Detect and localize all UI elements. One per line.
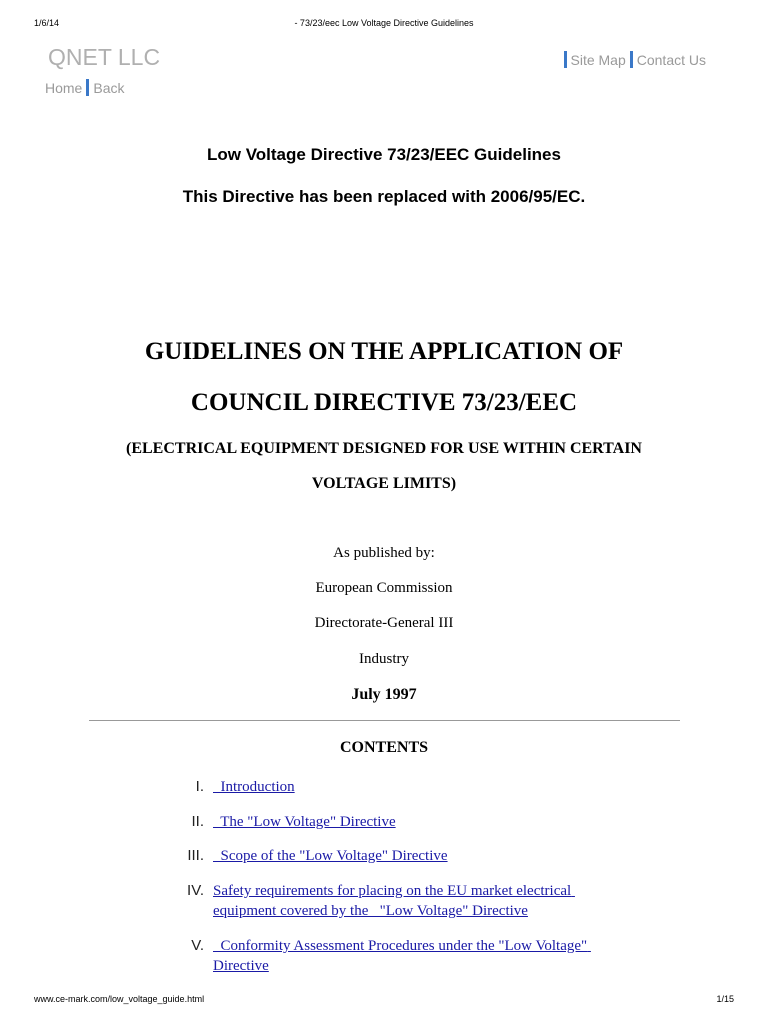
print-header <box>0 18 768 30</box>
print-url: www.ce-mark.com/low_voltage_guide.html <box>34 994 205 1004</box>
toc-link-conformity-assessment[interactable]: Conformity Assessment Procedures under the "Low Voltage" Directive <box>213 938 591 974</box>
contact-us-link[interactable]: Contact Us <box>636 52 706 68</box>
document-subtitle-line2: VOLTAGE LIMITS) <box>311 475 457 492</box>
back-link[interactable]: Back <box>93 80 125 96</box>
publisher-line1: European Commission <box>315 580 453 596</box>
published-by-label: As published by: <box>333 545 435 561</box>
publication-date: July 1997 <box>351 686 417 703</box>
sub-nav <box>45 79 124 96</box>
horizontal-divider <box>89 720 680 721</box>
publisher-line2: Directorate-General III <box>314 615 454 631</box>
toc-link-safety-requirements[interactable]: Safety requirements for placing on the EU market electrical equipment covered by the "Low Voltage" Directive <box>213 883 575 919</box>
site-logo-text[interactable]: QNET LLC <box>48 44 161 70</box>
replacement-notice: This Directive has been replaced with 2006/95/EC. <box>182 187 586 206</box>
toc-number: I. <box>195 778 204 795</box>
document-subtitle-line1: (ELECTRICAL EQUIPMENT DESIGNED FOR USE WITHIN CERTAIN <box>126 440 642 457</box>
print-footer <box>0 994 768 1006</box>
document-title-line1: GUIDELINES ON THE APPLICATION OF <box>144 338 624 365</box>
nav-separator <box>86 79 89 96</box>
site-map-link[interactable]: Site Map <box>570 52 626 68</box>
document-title-line2: COUNCIL DIRECTIVE 73/23/EEC <box>190 389 578 416</box>
home-link[interactable]: Home <box>45 80 83 96</box>
print-page-number: 1/15 <box>716 994 734 1004</box>
print-date: 1/6/14 <box>34 18 60 28</box>
page-heading: Low Voltage Directive 73/23/EEC Guidelines <box>207 145 561 164</box>
toc-number: III. <box>187 847 204 864</box>
toc-link-low-voltage-directive[interactable]: The "Low Voltage" Directive <box>213 814 396 830</box>
nav-separator <box>564 51 567 68</box>
top-nav <box>560 51 707 68</box>
toc-link-scope[interactable]: Scope of the "Low Voltage" Directive <box>213 848 448 864</box>
contents-heading: CONTENTS <box>339 739 429 756</box>
publisher-line3: Industry <box>359 651 409 667</box>
print-page-title: - 73/23/eec Low Voltage Directive Guidelines <box>294 18 474 28</box>
toc-link-introduction[interactable]: Introduction <box>213 779 295 795</box>
nav-separator <box>630 51 633 68</box>
toc-number: II. <box>191 813 204 830</box>
toc-number: V. <box>191 937 204 954</box>
toc-number: IV. <box>187 882 204 899</box>
